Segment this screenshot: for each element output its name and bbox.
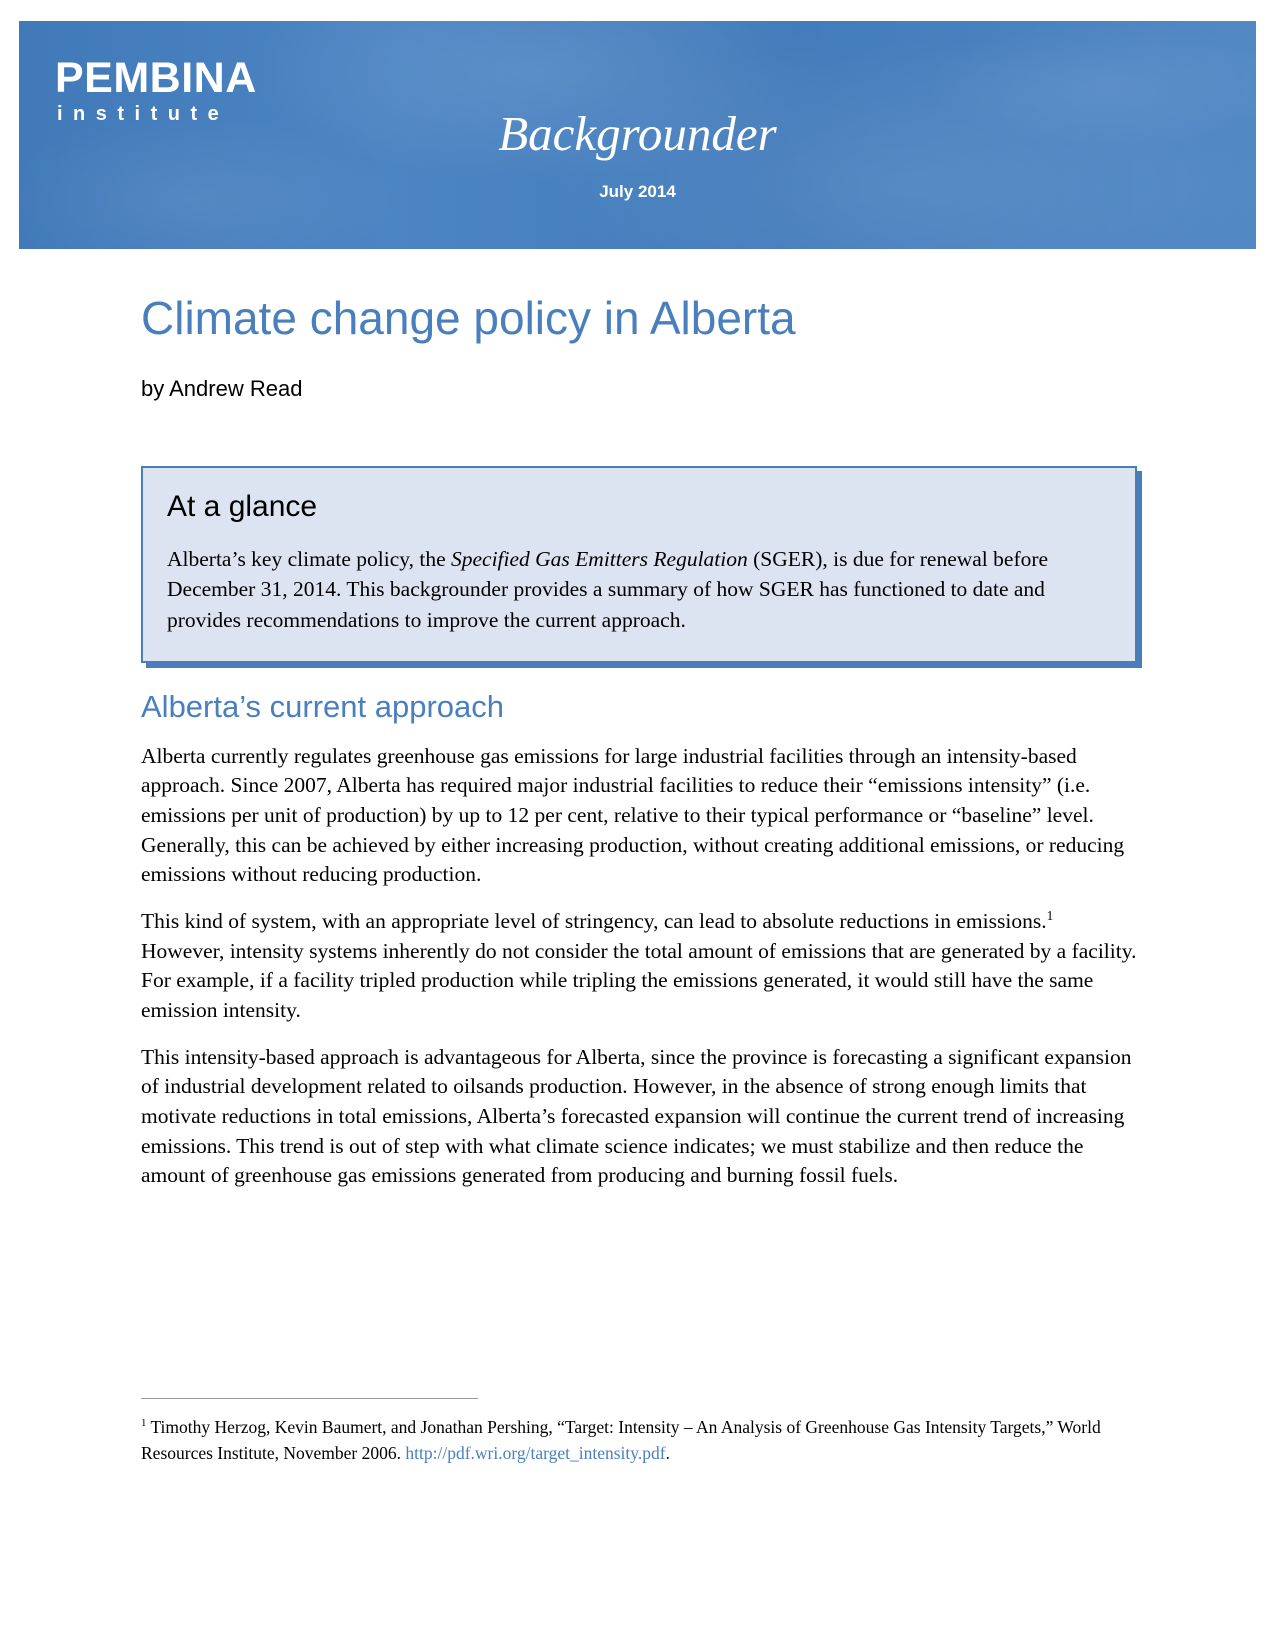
section-heading-current-approach: Alberta’s current approach (141, 689, 505, 725)
footnote-citation-text: Timothy Herzog, Kevin Baumert, and Jonathan Pershing, “Target: Intensity – An Analysis of Greenhouse Gas Intensity Targets,” World Resources Institute, November 2006. (141, 1417, 1101, 1464)
at-a-glance-box (141, 466, 1137, 664)
byline: by Andrew Read (141, 375, 303, 401)
footnote-url-link[interactable]: http://pdf.wri.org/target_intensity.pdf (405, 1443, 666, 1464)
paragraph-intensity-systems (141, 907, 1137, 1026)
footnote-section (141, 1398, 1137, 1484)
paragraph-regulation-overview: Alberta currently regulates greenhouse gas emissions for large industrial facilities through an intensity-based approach. Since 2007, Alberta has required major industrial facilities to reduce their “emissions intensity” (i.e. emissions per unit of production) by up to 12 per cent, relative to their typical performance or “baseline” level. Generally, this can be achieved by either increasing production, without creating additional emissions, or reducing emissions without reducing production. (141, 743, 1125, 887)
paragraph-text-segment: However, intensity systems inherently do not consider the total amount of emissions that are generated by a facility. For example, if a facility tripled production while tripling the emissions generated, it would still have the same emission intensity. (141, 938, 1137, 1022)
glance-text-segment: Alberta’s key climate policy, the (167, 546, 451, 571)
footnote-reference-marker: 1 (1046, 907, 1054, 923)
paragraph-intensity-advantage: This intensity-based approach is advantageous for Alberta, since the province is forecasting a significant expansion of industrial development related to oilsands production. However, in the absence of strong enough limits that motivate reductions in total emissions, Alberta’s forecasted expansion will continue the current trend of increasing emissions. This trend is out of step with what climate science indicates; we must stabilize and then reduce the amount of greenhouse gas emissions generated from producing and burning fossil fuels. (141, 1044, 1132, 1188)
footnote-1 (141, 1414, 1137, 1467)
footnote-separator-rule (141, 1398, 478, 1399)
paragraph-text-segment: This kind of system, with an appropriate level of stringency, can lead to absolute reductions in emissions. (141, 908, 1047, 933)
glance-box-heading: At a glance (167, 489, 318, 523)
publication-date: July 2014 (599, 182, 676, 201)
logo-wordmark: PEMBINA (55, 54, 257, 102)
page-title: Climate change policy in Alberta (141, 292, 796, 344)
header-banner (19, 21, 1256, 249)
glance-text-segment: (SGER), is due for renewal before December 31, 2014. This backgrounder provides a summary of how SGER has functioned to date and provides recommendations to improve the current approach. (167, 546, 1049, 632)
regulation-name-italic: Specified Gas Emitters Regulation (450, 546, 748, 571)
footnote-number: 1 (141, 1417, 147, 1430)
document-body (141, 248, 1137, 1191)
footnote-citation-suffix: . (665, 1443, 670, 1464)
logo-subtitle: institute (57, 103, 230, 125)
publication-type-title: Backgrounder (498, 106, 777, 161)
glance-box-text (167, 544, 1109, 636)
